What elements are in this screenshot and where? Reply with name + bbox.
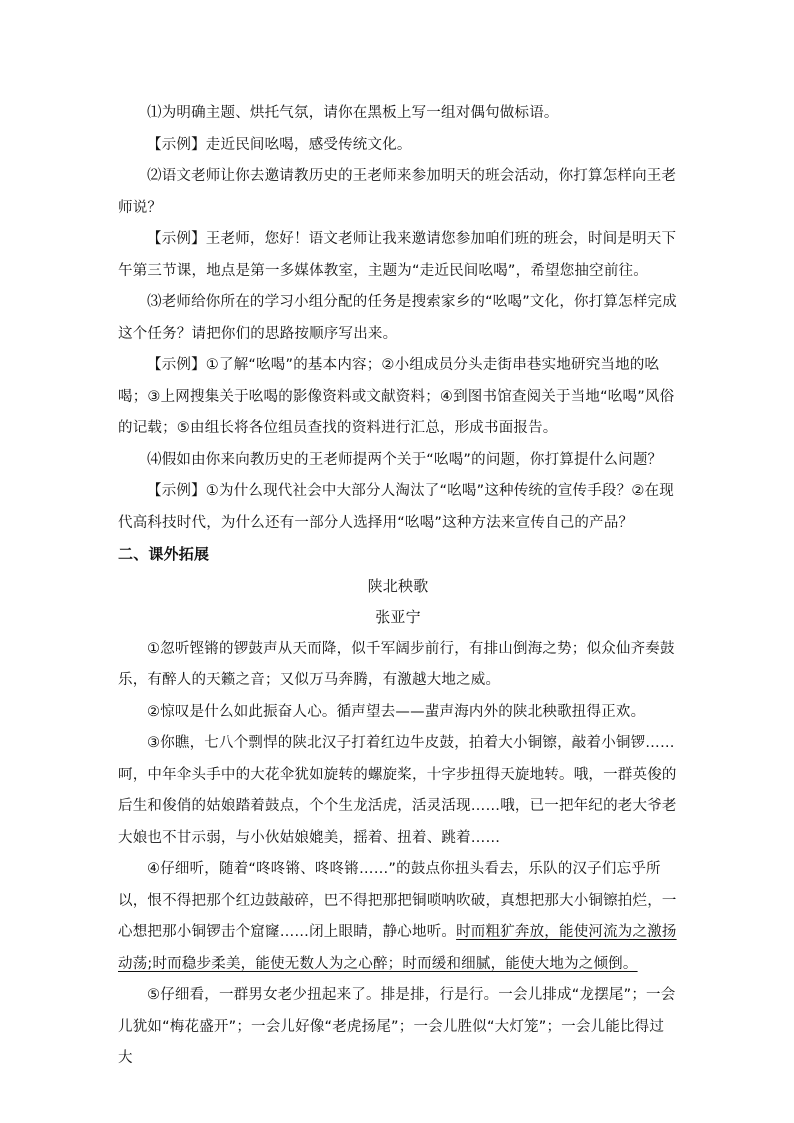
underlined-sentence: 时而粗犷奔放，能使河流为之激扬动荡;时而稳步柔美，能使无数人为之心醉；时而缓和细腻，能使大地为之倾倒。 (118, 924, 677, 972)
document-content (118, 98, 678, 1075)
article-title: 陕北秧歌 (367, 576, 429, 595)
question-4: ⑷假如由你来向教历史的王老师提两个关于“吆喝”的问题，你打算提什么问题？ (147, 451, 663, 468)
article-paragraph-2: ②惊叹是什么如此振奋人心。循声望去——蜚声海内外的陕北秧歌扭得正欢。 (147, 703, 646, 720)
article-paragraph-3: ③你瞧，七八个剽悍的陕北汉子打着红边牛皮鼓，拍着大小铜镲，敲着小铜锣……呵，中年伞头手中的大花伞犹如旋转的螺旋桨，十字步扭得天旋地转。哦，一群英俊的后生和俊俏的姑娘踏着鼓点，个个生龙活虎，活灵活现……哦，已一把年纪的老大爷老大娘也不甘示弱，与小伙姑娘媲美，摇着、扭着、跳着…… (118, 735, 677, 846)
answer-2: 【示例】王老师，您好！语文老师让我来邀请您参加咱们班的班会，时间是明天下午第三节课，地点是第一多媒体教室，主题为“走近民间吆喝”，希望您抽空前往。 (118, 231, 677, 279)
section-heading: 二、课外拓展 (118, 545, 210, 563)
answer-3: 【示例】①了解“吆喝”的基本内容；②小组成员分头走街串巷实地研究当地的吆喝；③上网搜集关于吆喝的影像资料或文献资料；④到图书馆查阅关于当地“吆喝”风俗的记载；⑤由组长将各位组员查找的资料进行汇总，形成书面报告。 (118, 357, 675, 436)
article-author: 张亚宁 (375, 608, 421, 626)
answer-1: 【示例】走近民间吆喝，感受传统文化。 (147, 136, 412, 153)
article-paragraph-4 (118, 854, 678, 980)
answer-4: 【示例】①为什么现代社会中大部分人淘汰了“吆喝”这种传统的宣传手段？②在现代高科技时代，为什么还有一部分人选择用“吆喝”这种方法来宣传自己的产品？ (118, 483, 674, 531)
article-paragraph-1: ①忽听铿锵的锣鼓声从天而降，似千军阔步前行，有排山倒海之势；似众仙齐奏鼓乐，有醉人的天籁之音；又似万马奔腾，有激越大地之威。 (118, 640, 675, 688)
article-paragraph-5: ⑤仔细看，一群男女老少扭起来了。排是排，行是行。一会儿排成“龙摆尾”；一会儿犹如“梅花盛开”；一会儿好像“老虎扬尾”；一会儿胜似“大灯笼”；一会儿能比得过大 (118, 987, 676, 1066)
question-1: ⑴为明确主题、烘托气氛，请你在黑板上写一组对偶句做标语。 (147, 105, 559, 121)
article-paragraph-4-text: ④仔细听，随着“咚咚锵、咚咚锵……”的鼓点你扭头看去，乐队的汉子们忘乎所以，恨不得把那个红边鼓敲碎，巴不得把那把铜唢呐吹破，真想把那大小铜镲拍烂，一心想把那小铜锣击个窟窿……闭上眼睛，静心地听。 (118, 861, 677, 940)
question-3: ⑶老师给你所在的学习小组分配的任务是搜索家乡的“吆喝”文化，你打算怎样完成这个任务？请把你们的思路按顺序写出来。 (118, 294, 677, 342)
question-2: ⑵语文老师让你去邀请教历史的王老师来参加明天的班会活动，你打算怎样向王老师说？ (118, 168, 677, 216)
